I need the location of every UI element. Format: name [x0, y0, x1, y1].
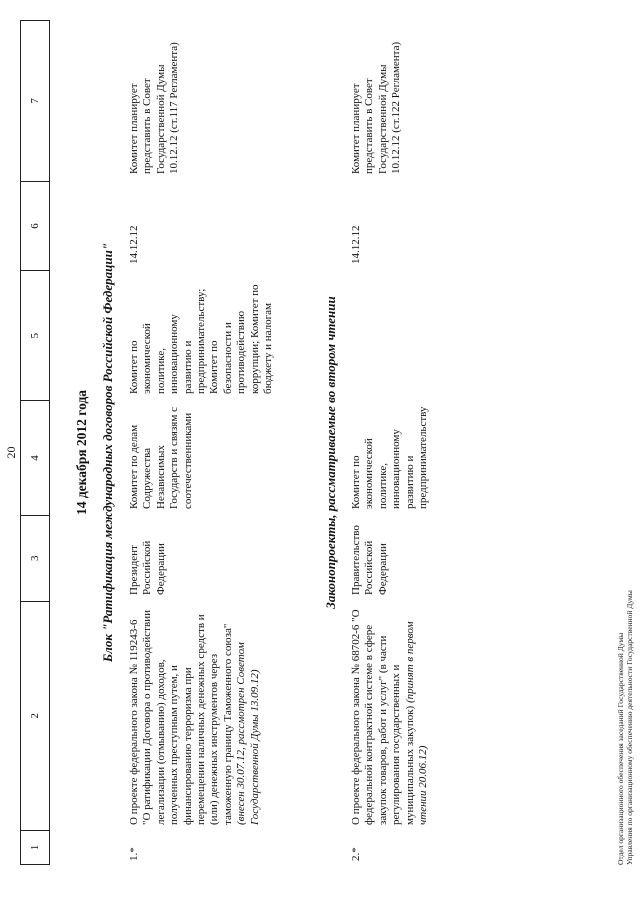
footer-note — [616, 590, 634, 865]
row-note: Комитет планирует представить в Совет Государственной Думы 10.12.12 (ст.122 Регламента) — [350, 41, 403, 174]
column-header-3: 3 — [21, 515, 49, 601]
column-header-6: 6 — [21, 181, 49, 271]
column-header-5: 5 — [21, 270, 49, 400]
section-title: Законопроекты, рассматриваемые во втором чтении — [323, 296, 338, 609]
row-responsible-committee: Комитет по экономической политике, инновационному развитию и предпринимательству — [350, 406, 430, 509]
footer-line: Управления по организационному обеспечению деятельности Государственной Думы — [625, 590, 634, 865]
row-note: Комитет планирует представить в Совет Государственной Думы 10.12.12 (ст.117 Регламента) — [128, 42, 181, 174]
row-responsible-committee: Комитет по делам Содружества Независимых Государств и связям с соотечественниками — [128, 407, 194, 509]
row-description — [128, 601, 275, 831]
date-title: 14 декабря 2012 года — [74, 389, 89, 516]
table-row — [128, 20, 275, 865]
row-co-committees — [350, 270, 430, 400]
row-subject: Президент Российской Федерации — [128, 540, 167, 595]
row-description — [350, 601, 430, 831]
table-row — [350, 20, 430, 865]
column-header-4: 4 — [21, 400, 49, 515]
description-text: О проекте федерального закона № 119243-6 "О ратификации Договора о противодействии легализации (отмыванию) доходов, полученных преступным путем, и финансированию терроризма при перемещении наличных денежных средств и (или) денежных инструментов через таможенную границу Таможенного союза" — [128, 610, 234, 825]
column-header-2: 2 — [21, 601, 49, 830]
row-subject: Правительство Российской Федерации — [350, 525, 389, 595]
row-number: 2.* — [350, 847, 362, 861]
footer-line: Отдел организационного обеспечения заседаний Государственной Думы — [616, 632, 625, 865]
row-co-committees: Комитет по экономической политике, инновационному развитию и предпринимательству; Комитет по безопасности и противодействию коррупции; Комитет по бюджету и налогам — [128, 284, 275, 394]
row-date: 14.12.12 — [128, 225, 140, 264]
column-header-1: 1 — [21, 830, 49, 864]
row-date: 14.12.12 — [350, 225, 362, 264]
description-note: (внесен 30.07.12, рассмотрен Советом Государственной Думы 13.09.12) — [235, 642, 261, 825]
description-note: (принят в первом чтении 20.06.12) — [403, 621, 430, 825]
column-header-row — [20, 20, 50, 865]
description-text: О проекте федерального закона № 68702-6 "О федеральной контрактной системе в сфере закупок товаров, работ и услуг" (в части регулирования государственных и муниципальных закупок) — [350, 609, 416, 825]
block-title: Блок "Ратификация международных договоров Российской Федерации" — [100, 242, 115, 663]
page-number: 20 — [4, 446, 18, 459]
column-header-7: 7 — [29, 98, 41, 104]
row-number: 1.* — [128, 847, 140, 861]
